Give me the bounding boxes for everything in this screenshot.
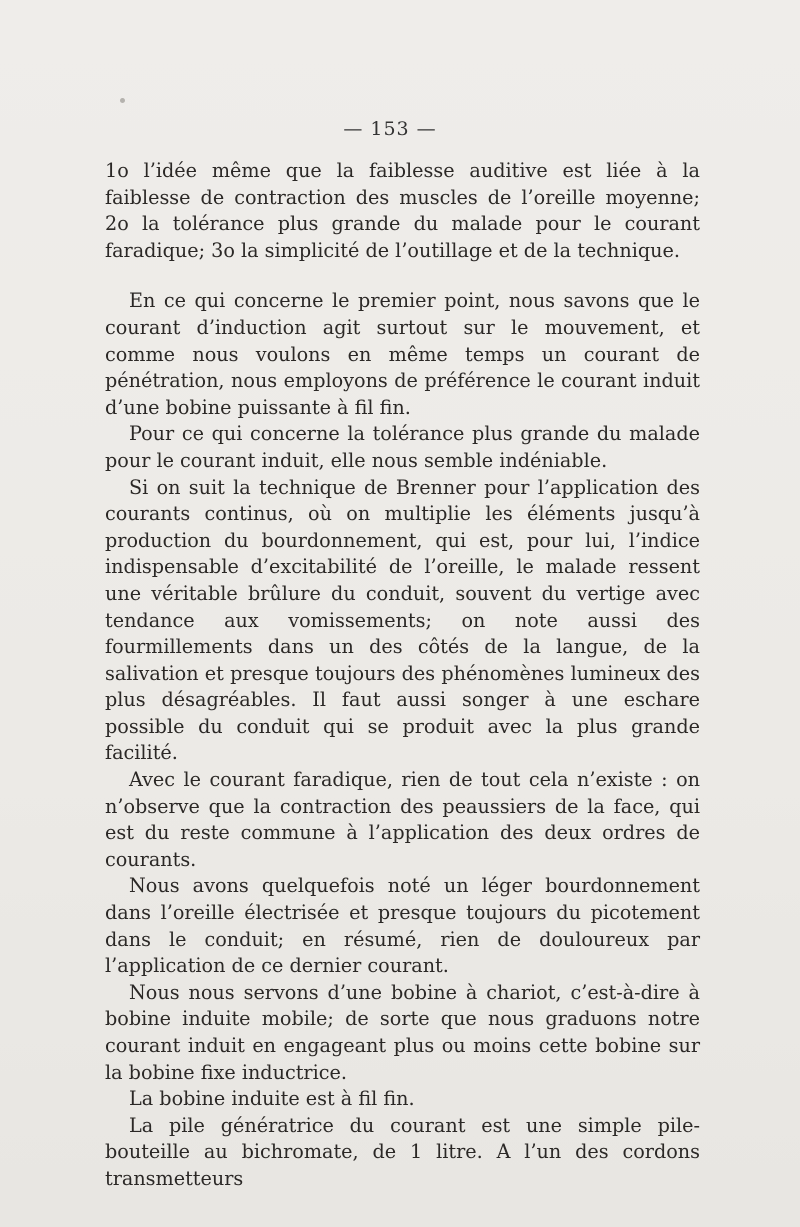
- paragraph: En ce qui concerne le premier point, nous savons que le courant d’induction agit surtout sur le mouvement, et comme nous voulons en même temps un courant de pénétration, nous employons de préférence le courant induit d’une bobine puissante à fil fin.: [105, 289, 700, 419]
- page-number: — 153 —: [343, 118, 437, 140]
- body-text: [105, 158, 700, 1193]
- paragraph: Avec le courant faradique, rien de tout cela n’existe : on n’observe que la contraction des peaussiers de la face, qui est du reste commune à l’application des deux ordres de courants.: [105, 768, 700, 871]
- paragraph: Nous nous servons d’une bobine à chariot, c’est-à-dire à bobine induite mobile; de sorte que nous graduons notre courant induit en engageant plus ou moins cette bobine sur la bobine fixe inductrice.: [105, 980, 700, 1084]
- paper-speck: [120, 98, 125, 103]
- paragraph: Nous avons quelquefois noté un léger bourdonnement dans l’oreille électrisée et presque toujours du picotement dans le conduit; en résumé, rien de douloureux par l’application de ce dernier courant.: [105, 874, 700, 978]
- paragraph: La bobine induite est à fil fin.: [129, 1087, 415, 1111]
- paragraph: 1o l’idée même que la faiblesse auditive est liée à la faiblesse de contraction des muscles de l’oreille moyenne; 2o la tolérance plus grande du malade pour le courant faradique; 3o la simplicité de l’outillage et de la technique.: [105, 159, 700, 262]
- paragraph: La pile génératrice du courant est une simple pile-bouteille au bichromate, de 1 litre. A l’un des cordons transmetteurs: [105, 1113, 700, 1190]
- paragraph: Si on suit la technique de Brenner pour l’application des courants continus, où on multiplie les éléments jusqu’à production du bourdonnement, qui est, pour lui, l’indice indispensable d’excitabilité de l’oreille, le malade ressent une véritable brûlure du conduit, souvent du vertige avec tendance aux vomissements; on note aussi des fourmillements dans un des côtés de la langue, de la salivation et presque toujours des phénomènes lumineux des plus désagréables. Il faut aussi songer à une eschare possible du conduit qui se produit avec la plus grande facilité.: [105, 475, 700, 765]
- paragraph: Pour ce qui concerne la tolérance plus grande du malade pour le courant induit, elle nous semble indéniable.: [105, 422, 700, 472]
